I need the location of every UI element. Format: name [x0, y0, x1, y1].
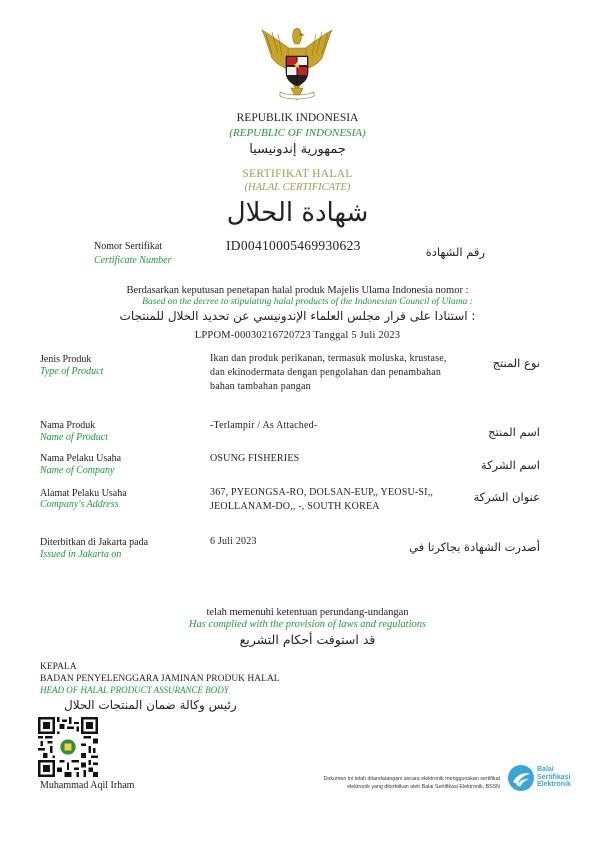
- issued-label-en: Issued in Jakarta on: [40, 549, 122, 560]
- certificate-number-value: ID00410005469930623: [226, 238, 361, 253]
- company-address-label: Alamat Pelaku Usaha: [40, 488, 127, 499]
- company-address-label-ar: عنوان الشركة: [473, 490, 540, 504]
- decree-number: LPPOM-00030216720723 Tanggal 5 Juli 2023: [194, 330, 401, 341]
- decree-text: Berdasarkan keputusan penetapan halal produk Majelis Ulama Indonesia nomor :: [126, 285, 469, 296]
- product-name-label-en: Name of Product: [40, 432, 108, 443]
- certificate-number-label-ar: رقم الشهادة: [425, 245, 485, 259]
- decree-text-ar: استنادا على قرار مجلس العلماء الإندونيسي عن تحديد الحلال للمنتجات :: [119, 309, 476, 323]
- signatory-title-ar: رئيس وكالة ضمان المنتجات الحلال: [64, 698, 237, 712]
- product-type-label: Jenis Produk: [40, 354, 92, 365]
- certificate-title-en: (HALAL CERTIFICATE): [244, 182, 351, 193]
- company-address-value: 367, PYEONGSA-RO, DOLSAN-EUP,, YEOSU-SI,, JEOLLANAM-DO,, -, SOUTH KOREA: [210, 487, 434, 512]
- country-name: REPUBLIK INDONESIA: [236, 112, 359, 124]
- issued-label: Diterbitkan di Jakarta pada: [40, 537, 149, 548]
- qr-code-icon: [38, 717, 98, 777]
- certificate-title: SERTIFIKAT HALAL: [242, 168, 353, 180]
- product-name-label: Nama Produk: [40, 420, 96, 431]
- notice-line-1: Dokumen ini telah ditandatangani secara elektronik menggunakan sertifikat: [323, 776, 500, 782]
- country-name-en: (REPUBLIC OF INDONESIA): [229, 127, 366, 139]
- product-type-value: Ikan dan produk perikanan, termasuk moluska, krustase, dan ekinodermata dengan pengolahan dan penambahan bahan tambahan pangan: [210, 353, 447, 392]
- certificate-number-label: Nomor Sertifikat: [94, 241, 163, 252]
- product-name-value: -Terlampir / As Attached-: [210, 420, 318, 431]
- notice-line-2: elektronik yang diterbitkan oleh Balai Sertifikasi Elektronik, BSSN: [347, 784, 500, 790]
- bsre-logo-icon: [507, 764, 535, 792]
- issued-label-ar: أصدرت الشهادة بجاكرتا في: [409, 540, 540, 554]
- signatory-title: KEPALA: [40, 662, 77, 672]
- company-name-label-en: Name of Company: [40, 465, 115, 476]
- bsre-logo-text: Balai Sertifikasi Elektronik: [537, 766, 571, 788]
- signatory-name: Muhammad Aqil Irham: [40, 780, 135, 791]
- compliance-text-ar: قد استوفت أحكام التشريع: [239, 632, 376, 647]
- signatory-body: BADAN PENYELENGGARA JAMINAN PRODUK HALAL: [40, 674, 280, 684]
- certificate-number-label-en: Certificate Number: [94, 255, 172, 266]
- certificate-title-ar: شهادة الحلال: [226, 198, 369, 228]
- company-name-label: Nama Pelaku Usaha: [40, 453, 122, 464]
- company-address-label-en: Company's Address: [40, 499, 119, 510]
- electronic-signature-notice: [300, 775, 500, 791]
- company-name-label-ar: اسم الشركة: [480, 458, 540, 472]
- signatory-title-en: HEAD OF HALAL PRODUCT ASSURANCE BODY: [40, 685, 229, 695]
- product-type-label-en: Type of Product: [40, 366, 104, 377]
- company-name-value: OSUNG FISHERIES: [210, 453, 300, 464]
- decree-text-en: Based on the decree to stipulating halal products of the Indonesian Council of Ulama :: [142, 297, 473, 307]
- compliance-text: telah memenuhi ketentuan perundang-undangan: [206, 607, 409, 618]
- compliance-text-en: Has complied with the provision of laws and regulations: [188, 619, 427, 630]
- product-name-label-ar: اسم المنتج: [488, 425, 540, 439]
- country-name-ar: جمهورية إندونيسيا: [249, 142, 346, 157]
- product-type-label-ar: نوع المنتج: [492, 356, 540, 370]
- issued-value: 6 Juli 2023: [210, 536, 257, 547]
- garuda-emblem-icon: [258, 24, 336, 106]
